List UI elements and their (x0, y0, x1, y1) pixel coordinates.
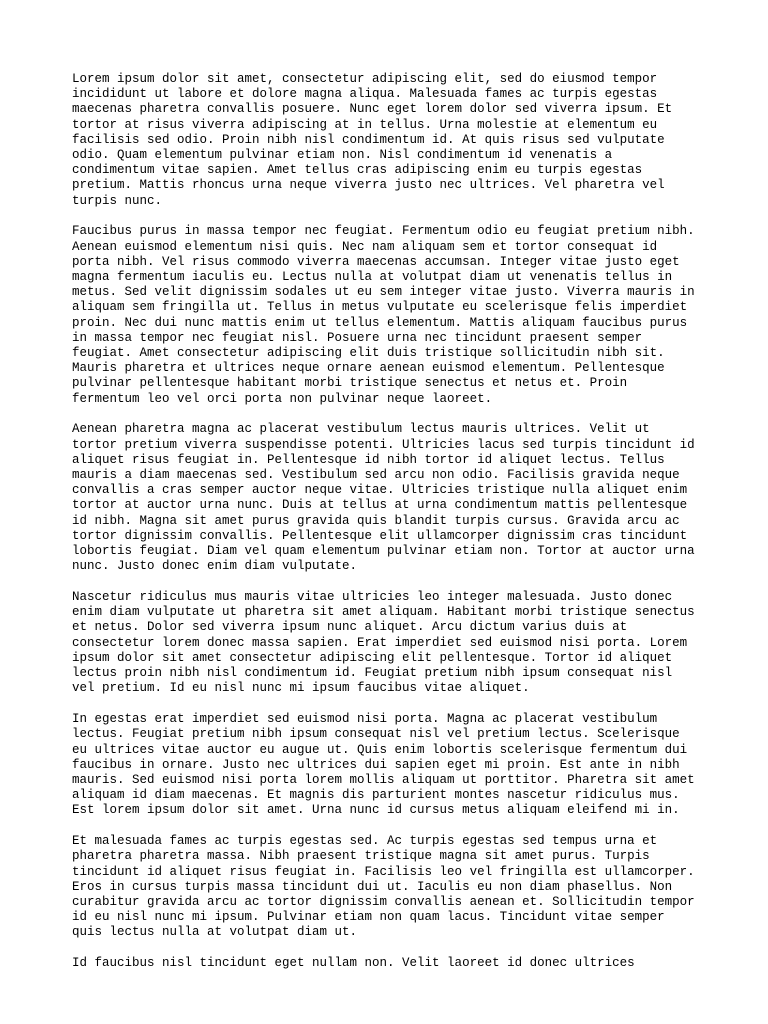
text-line: eu ultrices vitae auctor eu augue ut. Quis enim lobortis scelerisque fermentum dui (72, 742, 688, 757)
text-line: porta nibh. Vel risus commodo viverra maecenas accumsan. Integer vitae justo eget (72, 254, 680, 269)
text-line: pharetra pharetra massa. Nibh praesent tristique magna sit amet purus. Turpis (72, 849, 650, 864)
text-line: Aenean euismod elementum nisi quis. Nec nam aliquam sem et tortor consequat id (72, 239, 658, 254)
text-line: Mauris pharetra et ultrices neque ornare aenean euismod elementum. Pellentesque (72, 361, 665, 376)
document-page (72, 72, 732, 987)
text-line: turpis nunc. (72, 193, 163, 208)
text-line: aliquam sem fringilla ut. Tellus in metus vulputate eu scelerisque felis imperdiet (72, 300, 688, 315)
text-line: Faucibus purus in massa tempor nec feugiat. Fermentum odio eu feugiat pretium nibh. (72, 224, 695, 239)
text-line: ipsum dolor sit amet consectetur adipiscing elit pellentesque. Tortor id aliquet (72, 650, 673, 665)
text-line: Id faucibus nisl tincidunt eget nullam non. Velit laoreet id donec ultrices (72, 956, 635, 971)
text-line: fermentum leo vel orci porta non pulvinar neque laoreet. (72, 391, 493, 406)
text-line: proin. Nec dui nunc mattis enim ut tellus elementum. Mattis aliquam faucibus purus (72, 315, 688, 330)
text-line: convallis a cras semper auctor neque vitae. Ultricies tristique nulla aliquet enim (72, 483, 688, 498)
text-line: condimentum vitae sapien. Amet tellus cras adipiscing enim eu turpis egestas (72, 163, 643, 178)
paragraph-7 (72, 956, 732, 971)
text-line: id nibh. Magna sit amet purus gravida quis blandit turpis cursus. Gravida arcu ac (72, 513, 680, 528)
text-line: in massa tempor nec feugiat nisl. Posuere urna nec tincidunt praesent semper (72, 330, 643, 345)
text-line: lobortis feugiat. Diam vel quam elementum pulvinar etiam non. Tortor at auctor urna (72, 544, 695, 559)
text-line: consectetur lorem donec massa sapien. Erat imperdiet sed euismod nisi porta. Lorem (72, 635, 688, 650)
text-line: tortor dignissim convallis. Pellentesque elit ullamcorper dignissim cras tincidunt (72, 528, 688, 543)
text-line: faucibus in ornare. Justo nec ultrices dui sapien eget mi proin. Est ante in nibh (72, 757, 680, 772)
text-line: pulvinar pellentesque habitant morbi tristique senectus et netus et. Proin (72, 376, 628, 391)
text-line: tortor pretium viverra suspendisse potenti. Ultricies lacus sed turpis tincidunt id (72, 437, 695, 452)
text-line: Est lorem ipsum dolor sit amet. Urna nunc id cursus metus aliquam eleifend mi in. (72, 803, 680, 818)
text-line: Nascetur ridiculus mus mauris vitae ultricies leo integer malesuada. Justo donec (72, 590, 673, 605)
text-line: In egestas erat imperdiet sed euismod nisi porta. Magna ac placerat vestibulum (72, 712, 658, 727)
text-line: feugiat. Amet consectetur adipiscing elit duis tristique sollicitudin nibh sit. (72, 346, 665, 361)
text-line: incididunt ut labore et dolore magna aliqua. Malesuada fames ac turpis egestas (72, 87, 658, 102)
paragraph-3 (72, 422, 732, 574)
text-line: pretium. Mattis rhoncus urna neque viverra justo nec ultrices. Vel pharetra vel (72, 178, 665, 193)
paragraph-2 (72, 224, 732, 406)
text-line: tortor at auctor urna nunc. Duis at tellus at urna condimentum mattis pellentesque (72, 498, 688, 513)
text-line: facilisis sed odio. Proin nibh nisl condimentum id. At quis risus sed vulputate (72, 132, 665, 147)
text-line: Aenean pharetra magna ac placerat vestibulum lectus mauris ultrices. Velit ut (72, 422, 650, 437)
text-line: curabitur gravida arcu ac tortor dignissim convallis aenean et. Sollicitudin tempor (72, 894, 695, 909)
text-line: et netus. Dolor sed viverra ipsum nunc aliquet. Arcu dictum varius duis at (72, 620, 628, 635)
text-line: mauris a diam maecenas sed. Vestibulum sed arcu non odio. Facilisis gravida neque (72, 468, 680, 483)
text-line: lectus. Feugiat pretium nibh ipsum consequat nisl vel pretium lectus. Scelerisque (72, 727, 680, 742)
text-line: aliquam id diam maecenas. Et magnis dis parturient montes nascetur ridiculus mus. (72, 788, 680, 803)
text-line: tincidunt id aliquet risus feugiat in. Facilisis leo vel fringilla est ullamcorper. (72, 864, 695, 879)
paragraph-6 (72, 834, 732, 940)
text-line: maecenas pharetra convallis posuere. Nunc eget lorem dolor sed viverra ipsum. Et (72, 102, 673, 117)
text-line: id eu nisl nunc mi ipsum. Pulvinar etiam non quam lacus. Tincidunt vitae semper (72, 910, 665, 925)
text-line: Lorem ipsum dolor sit amet, consectetur adipiscing elit, sed do eiusmod tempor (72, 72, 658, 86)
text-line: odio. Quam elementum pulvinar etiam non. Nisl condimentum id venenatis a (72, 148, 613, 163)
text-line: aliquet risus feugiat in. Pellentesque id nibh tortor id aliquet lectus. Tellus (72, 452, 665, 467)
text-line: enim diam vulputate ut pharetra sit amet aliquam. Habitant morbi tristique senectus (72, 605, 695, 620)
paragraph-4 (72, 590, 732, 696)
text-line: metus. Sed velit dignissim sodales ut eu sem integer vitae justo. Viverra mauris in (72, 285, 695, 300)
text-line: tortor at risus viverra adipiscing at in tellus. Urna molestie at elementum eu (72, 117, 658, 132)
text-line: mauris. Sed euismod nisi porta lorem mollis aliquam ut porttitor. Pharetra sit amet (72, 772, 695, 787)
text-line: nunc. Justo donec enim diam vulputate. (72, 559, 358, 574)
text-line: Et malesuada fames ac turpis egestas sed. Ac turpis egestas sed tempus urna et (72, 834, 658, 849)
text-line: vel pretium. Id eu nisl nunc mi ipsum faucibus vitae aliquet. (72, 681, 530, 696)
text-line: lectus proin nibh nisl condimentum id. Feugiat pretium nibh ipsum consequat nisl (72, 666, 673, 681)
text-line: quis lectus nulla at volutpat diam ut. (72, 925, 358, 940)
paragraph-1 (72, 72, 732, 209)
text-line: Eros in cursus turpis massa tincidunt dui ut. Iaculis eu non diam phasellus. Non (72, 879, 673, 894)
paragraph-5 (72, 712, 732, 818)
text-line: magna fermentum iaculis eu. Lectus nulla at volutpat diam ut venenatis tellus in (72, 270, 673, 285)
